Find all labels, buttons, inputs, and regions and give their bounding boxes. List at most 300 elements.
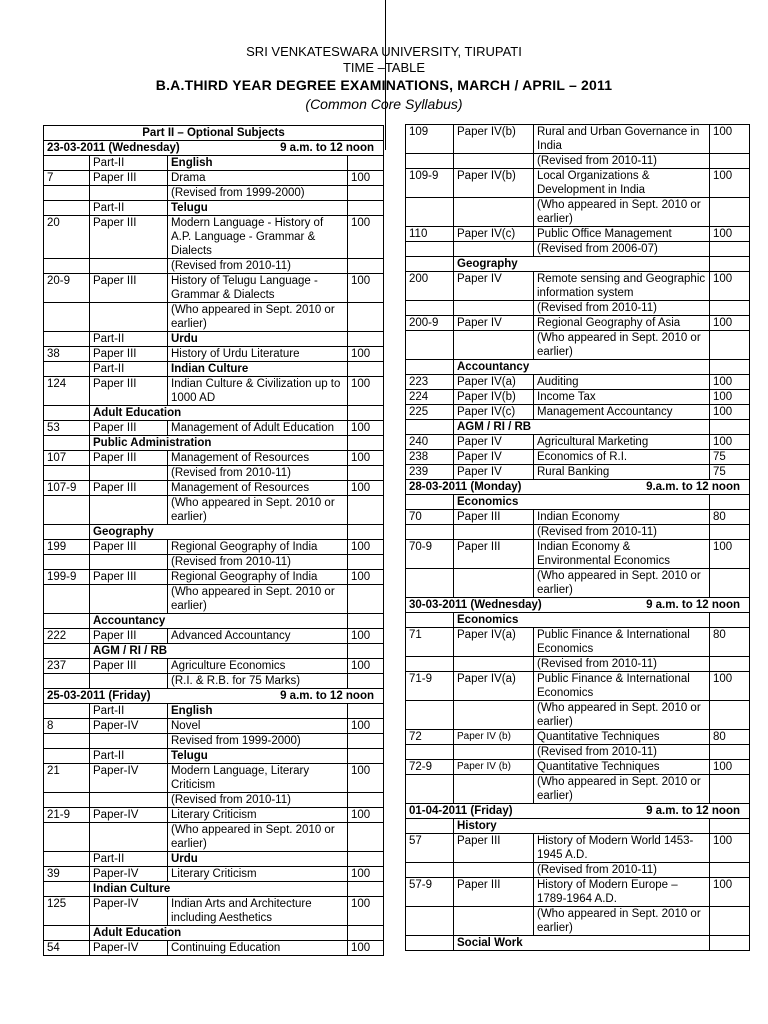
max-marks: 100 bbox=[348, 347, 384, 362]
marks-cell bbox=[348, 436, 384, 451]
paper-code: 20-9 bbox=[44, 274, 90, 303]
max-marks bbox=[348, 303, 384, 332]
subject-group-row bbox=[44, 644, 384, 659]
subject-title: Telugu bbox=[168, 201, 348, 216]
max-marks bbox=[348, 793, 384, 808]
paper-code bbox=[44, 585, 90, 614]
table-row bbox=[406, 760, 750, 775]
paper-code: 107 bbox=[44, 451, 90, 466]
table-row bbox=[406, 198, 750, 227]
paper-code: 39 bbox=[44, 867, 90, 882]
paper-code: 20 bbox=[44, 216, 90, 259]
max-marks bbox=[348, 734, 384, 749]
subject-title: History of Telugu Language - Grammar & Dialects bbox=[168, 274, 348, 303]
subject-title: Economics of R.I. bbox=[534, 450, 710, 465]
section-heading: Part II – Optional Subjects bbox=[44, 126, 384, 141]
marks-cell bbox=[710, 420, 750, 435]
subject-title: Literary Criticism bbox=[168, 808, 348, 823]
subject-title: Management of Adult Education bbox=[168, 421, 348, 436]
paper-number bbox=[454, 242, 534, 257]
table-row bbox=[44, 867, 384, 882]
table-row bbox=[406, 390, 750, 405]
paper-code bbox=[44, 555, 90, 570]
max-marks: 100 bbox=[348, 719, 384, 734]
paper-code bbox=[44, 823, 90, 852]
table-row bbox=[406, 272, 750, 301]
max-marks: 100 bbox=[348, 377, 384, 406]
subject-title: Income Tax bbox=[534, 390, 710, 405]
subject-title: (Who appeared in Sept. 2010 or earlier) bbox=[534, 775, 710, 804]
subject-title: (Who appeared in Sept. 2010 or earlier) bbox=[534, 198, 710, 227]
max-marks bbox=[348, 156, 384, 171]
paper-code bbox=[44, 303, 90, 332]
code-cell bbox=[406, 495, 454, 510]
subject-title: Urdu bbox=[168, 332, 348, 347]
paper-code bbox=[44, 734, 90, 749]
table-row bbox=[406, 435, 750, 450]
code-cell bbox=[44, 926, 90, 941]
date-row bbox=[44, 141, 384, 156]
table-row bbox=[44, 362, 384, 377]
paper-number: Paper IV(b) bbox=[454, 390, 534, 405]
paper-number: Paper III bbox=[454, 834, 534, 863]
subject-title: (Who appeared in Sept. 2010 or earlier) bbox=[534, 331, 710, 360]
max-marks: 80 bbox=[710, 510, 750, 525]
subject-title: (Who appeared in Sept. 2010 or earlier) bbox=[534, 907, 710, 936]
exam-date: 01-04-2011 (Friday) bbox=[409, 805, 513, 817]
subject-group-row bbox=[44, 436, 384, 451]
paper-code bbox=[44, 186, 90, 201]
paper-code bbox=[406, 745, 454, 760]
paper-number: Paper-IV bbox=[90, 941, 168, 956]
table-row bbox=[406, 450, 750, 465]
paper-number: Paper IV (b) bbox=[454, 760, 534, 775]
exam-date-cell bbox=[406, 480, 750, 495]
max-marks: 100 bbox=[710, 169, 750, 198]
paper-number: Part-II bbox=[90, 332, 168, 347]
paper-number bbox=[90, 496, 168, 525]
subject-title: History of Modern World 1453-1945 A.D. bbox=[534, 834, 710, 863]
paper-code bbox=[406, 301, 454, 316]
paper-code: 38 bbox=[44, 347, 90, 362]
subject-title: Auditing bbox=[534, 375, 710, 390]
subject-title: (Who appeared in Sept. 2010 or earlier) bbox=[534, 701, 710, 730]
table-row bbox=[44, 764, 384, 793]
marks-cell bbox=[348, 614, 384, 629]
subject-title: Management of Resources bbox=[168, 481, 348, 496]
subject-title: (Revised from 2010-11) bbox=[168, 793, 348, 808]
exam-date-cell bbox=[44, 689, 384, 704]
subject-title: (Revised from 2010-11) bbox=[534, 301, 710, 316]
max-marks: 100 bbox=[348, 659, 384, 674]
paper-code: 70-9 bbox=[406, 540, 454, 569]
paper-number: Paper IV (b) bbox=[454, 730, 534, 745]
max-marks: 100 bbox=[348, 764, 384, 793]
paper-number: Paper III bbox=[90, 171, 168, 186]
paper-number: Paper III bbox=[454, 878, 534, 907]
subject-title: Public Finance & International Economics bbox=[534, 628, 710, 657]
section-heading-row bbox=[44, 126, 384, 141]
paper-number: Paper IV bbox=[454, 450, 534, 465]
table-row bbox=[44, 186, 384, 201]
exam-time: 9.a.m. to 12 noon bbox=[646, 481, 740, 493]
exam-date: 28-03-2011 (Monday) bbox=[409, 481, 522, 493]
paper-code bbox=[44, 466, 90, 481]
max-marks bbox=[710, 301, 750, 316]
code-cell bbox=[44, 614, 90, 629]
table-row bbox=[44, 823, 384, 852]
right-timetable bbox=[405, 124, 750, 951]
table-row bbox=[406, 730, 750, 745]
max-marks bbox=[348, 496, 384, 525]
subject-title: (R.I. & R.B. for 75 Marks) bbox=[168, 674, 348, 689]
paper-code bbox=[406, 863, 454, 878]
subject-title: Agriculture Economics bbox=[168, 659, 348, 674]
paper-code bbox=[406, 331, 454, 360]
table-row bbox=[44, 659, 384, 674]
paper-number bbox=[90, 186, 168, 201]
paper-code: 54 bbox=[44, 941, 90, 956]
subject-group-row bbox=[406, 360, 750, 375]
subject-group: Public Administration bbox=[90, 436, 348, 451]
paper-code bbox=[44, 793, 90, 808]
paper-code: 125 bbox=[44, 897, 90, 926]
table-row bbox=[406, 878, 750, 907]
paper-number: Paper IV(a) bbox=[454, 375, 534, 390]
max-marks: 100 bbox=[348, 629, 384, 644]
max-marks bbox=[348, 466, 384, 481]
subject-group: History bbox=[454, 819, 710, 834]
table-row bbox=[44, 674, 384, 689]
max-marks bbox=[348, 259, 384, 274]
max-marks: 100 bbox=[710, 760, 750, 775]
subject-title: (Revised from 2006-07) bbox=[534, 242, 710, 257]
max-marks: 100 bbox=[710, 834, 750, 863]
max-marks: 100 bbox=[348, 808, 384, 823]
paper-number bbox=[90, 303, 168, 332]
code-cell bbox=[406, 420, 454, 435]
paper-number: Paper IV(c) bbox=[454, 405, 534, 420]
paper-number: Paper III bbox=[90, 659, 168, 674]
max-marks bbox=[710, 657, 750, 672]
paper-number bbox=[90, 466, 168, 481]
subject-title: (Who appeared in Sept. 2010 or earlier) bbox=[168, 303, 348, 332]
exam-date-cell bbox=[406, 598, 750, 613]
paper-number: Paper IV(b) bbox=[454, 125, 534, 154]
subject-title: Local Organizations & Development in India bbox=[534, 169, 710, 198]
subject-title: Quantitative Techniques bbox=[534, 760, 710, 775]
paper-code: 57 bbox=[406, 834, 454, 863]
paper-number bbox=[454, 775, 534, 804]
table-row bbox=[406, 907, 750, 936]
paper-code bbox=[406, 525, 454, 540]
table-row bbox=[44, 585, 384, 614]
paper-number bbox=[90, 734, 168, 749]
subject-group-row bbox=[406, 495, 750, 510]
max-marks bbox=[348, 823, 384, 852]
table-row bbox=[406, 405, 750, 420]
table-row bbox=[44, 481, 384, 496]
paper-number: Paper-IV bbox=[90, 764, 168, 793]
paper-number: Paper IV(a) bbox=[454, 628, 534, 657]
max-marks bbox=[710, 198, 750, 227]
max-marks bbox=[710, 569, 750, 598]
max-marks: 100 bbox=[348, 867, 384, 882]
paper-code bbox=[44, 749, 90, 764]
subject-group-row bbox=[406, 819, 750, 834]
subject-title: Urdu bbox=[168, 852, 348, 867]
subject-group-row bbox=[44, 882, 384, 897]
marks-cell bbox=[710, 819, 750, 834]
paper-code: 224 bbox=[406, 390, 454, 405]
syllabus-note: (Common Core Syllabus) bbox=[305, 96, 463, 112]
subject-title: Management of Resources bbox=[168, 451, 348, 466]
max-marks: 100 bbox=[348, 941, 384, 956]
max-marks: 75 bbox=[710, 450, 750, 465]
subject-group-row bbox=[44, 926, 384, 941]
paper-code: 200 bbox=[406, 272, 454, 301]
subject-title: Regional Geography of India bbox=[168, 540, 348, 555]
max-marks: 100 bbox=[710, 390, 750, 405]
max-marks bbox=[348, 362, 384, 377]
paper-code bbox=[406, 701, 454, 730]
subject-group: Geography bbox=[90, 525, 348, 540]
paper-code: 238 bbox=[406, 450, 454, 465]
left-timetable bbox=[43, 125, 384, 956]
paper-code bbox=[44, 496, 90, 525]
subject-title: (Revised from 2010-11) bbox=[534, 745, 710, 760]
date-row bbox=[44, 689, 384, 704]
paper-code: 110 bbox=[406, 227, 454, 242]
subject-title: (Revised from 1999-2000) bbox=[168, 186, 348, 201]
marks-cell bbox=[710, 613, 750, 628]
subject-title: Indian Economy bbox=[534, 510, 710, 525]
subject-title: (Who appeared in Sept. 2010 or earlier) bbox=[534, 569, 710, 598]
table-row bbox=[406, 569, 750, 598]
subject-group-row bbox=[406, 936, 750, 951]
max-marks: 100 bbox=[348, 570, 384, 585]
max-marks: 100 bbox=[710, 316, 750, 331]
subject-title: History of Urdu Literature bbox=[168, 347, 348, 362]
table-row bbox=[406, 331, 750, 360]
max-marks bbox=[348, 749, 384, 764]
paper-number: Paper III bbox=[90, 629, 168, 644]
max-marks bbox=[710, 331, 750, 360]
subject-group: AGM / RI / RB bbox=[454, 420, 710, 435]
max-marks bbox=[710, 701, 750, 730]
subject-title: Advanced Accountancy bbox=[168, 629, 348, 644]
university-name: SRI VENKATESWARA UNIVERSITY, TIRUPATI bbox=[246, 44, 522, 59]
table-row bbox=[406, 227, 750, 242]
max-marks: 100 bbox=[348, 171, 384, 186]
paper-number: Paper III bbox=[90, 451, 168, 466]
exam-date: 25-03-2011 (Friday) bbox=[47, 690, 151, 702]
table-row bbox=[406, 154, 750, 169]
subject-group: Social Work bbox=[454, 936, 710, 951]
max-marks: 100 bbox=[710, 878, 750, 907]
paper-code bbox=[44, 156, 90, 171]
subject-title: Modern Language, Literary Criticism bbox=[168, 764, 348, 793]
subject-title: Telugu bbox=[168, 749, 348, 764]
subject-title: Rural Banking bbox=[534, 465, 710, 480]
max-marks: 100 bbox=[348, 451, 384, 466]
subject-title: Novel bbox=[168, 719, 348, 734]
subject-title: Regional Geography of Asia bbox=[534, 316, 710, 331]
subject-title: (Who appeared in Sept. 2010 or earlier) bbox=[168, 585, 348, 614]
subject-title: (Who appeared in Sept. 2010 or earlier) bbox=[168, 823, 348, 852]
paper-code: 239 bbox=[406, 465, 454, 480]
marks-cell bbox=[348, 644, 384, 659]
max-marks: 80 bbox=[710, 628, 750, 657]
max-marks: 100 bbox=[710, 272, 750, 301]
document-subtitle: TIME –TABLE bbox=[342, 60, 426, 75]
vertical-rule bbox=[385, 0, 386, 150]
date-row bbox=[406, 598, 750, 613]
max-marks: 100 bbox=[710, 405, 750, 420]
paper-code: 199 bbox=[44, 540, 90, 555]
subject-title: Management Accountancy bbox=[534, 405, 710, 420]
subject-title: (Revised from 2010-11) bbox=[168, 466, 348, 481]
paper-code: 200-9 bbox=[406, 316, 454, 331]
max-marks: 100 bbox=[710, 435, 750, 450]
table-row bbox=[44, 555, 384, 570]
subject-title: History of Modern Europe – 1789-1964 A.D. bbox=[534, 878, 710, 907]
max-marks bbox=[710, 525, 750, 540]
paper-code: 240 bbox=[406, 435, 454, 450]
table-row bbox=[406, 863, 750, 878]
paper-code: 237 bbox=[44, 659, 90, 674]
max-marks bbox=[348, 704, 384, 719]
table-row bbox=[44, 451, 384, 466]
paper-number bbox=[90, 674, 168, 689]
exam-date-cell bbox=[406, 804, 750, 819]
document-title: B.A.THIRD YEAR DEGREE EXAMINATIONS, MARCH / APRIL – 2011 bbox=[155, 77, 613, 93]
max-marks: 100 bbox=[710, 375, 750, 390]
paper-number bbox=[90, 823, 168, 852]
paper-code bbox=[44, 259, 90, 274]
code-cell bbox=[44, 644, 90, 659]
max-marks bbox=[710, 907, 750, 936]
table-row bbox=[406, 510, 750, 525]
paper-code: 109-9 bbox=[406, 169, 454, 198]
max-marks: 100 bbox=[348, 481, 384, 496]
max-marks bbox=[348, 555, 384, 570]
table-row bbox=[44, 201, 384, 216]
table-row bbox=[44, 540, 384, 555]
paper-number: Paper IV bbox=[454, 316, 534, 331]
paper-number: Paper-IV bbox=[90, 897, 168, 926]
paper-code bbox=[406, 775, 454, 804]
subject-group-row bbox=[44, 525, 384, 540]
exam-time: 9 a.m. to 12 noon bbox=[646, 805, 740, 817]
paper-number: Paper III bbox=[90, 540, 168, 555]
paper-code: 72-9 bbox=[406, 760, 454, 775]
table-row bbox=[406, 301, 750, 316]
paper-number: Part-II bbox=[90, 201, 168, 216]
paper-number: Paper III bbox=[454, 510, 534, 525]
subject-group-row bbox=[406, 613, 750, 628]
paper-number bbox=[454, 569, 534, 598]
table-row bbox=[44, 808, 384, 823]
paper-number bbox=[454, 525, 534, 540]
paper-code bbox=[44, 332, 90, 347]
code-cell bbox=[44, 525, 90, 540]
paper-number bbox=[454, 701, 534, 730]
max-marks: 100 bbox=[710, 672, 750, 701]
table-row bbox=[44, 421, 384, 436]
subject-group-row bbox=[44, 406, 384, 421]
paper-code: 107-9 bbox=[44, 481, 90, 496]
table-row bbox=[44, 941, 384, 956]
subject-title: Remote sensing and Geographic information system bbox=[534, 272, 710, 301]
max-marks bbox=[348, 201, 384, 216]
max-marks: 100 bbox=[710, 540, 750, 569]
subject-title: Drama bbox=[168, 171, 348, 186]
table-row bbox=[44, 259, 384, 274]
exam-date: 23-03-2011 (Wednesday) bbox=[47, 142, 180, 154]
subject-title: Public Finance & International Economics bbox=[534, 672, 710, 701]
paper-number bbox=[90, 793, 168, 808]
subject-title: (Who appeared in Sept. 2010 or earlier) bbox=[168, 496, 348, 525]
subject-group-row bbox=[406, 420, 750, 435]
paper-number: Paper IV(a) bbox=[454, 672, 534, 701]
paper-number bbox=[454, 657, 534, 672]
paper-code: 71-9 bbox=[406, 672, 454, 701]
max-marks bbox=[348, 674, 384, 689]
paper-number: Paper III bbox=[90, 421, 168, 436]
table-row bbox=[44, 704, 384, 719]
subject-title: Rural and Urban Governance in India bbox=[534, 125, 710, 154]
table-row bbox=[406, 701, 750, 730]
paper-code: 72 bbox=[406, 730, 454, 745]
max-marks: 100 bbox=[710, 125, 750, 154]
marks-cell bbox=[710, 495, 750, 510]
subject-group-row bbox=[44, 614, 384, 629]
paper-code: 223 bbox=[406, 375, 454, 390]
max-marks: 100 bbox=[348, 421, 384, 436]
marks-cell bbox=[348, 882, 384, 897]
paper-number bbox=[454, 907, 534, 936]
table-row bbox=[44, 496, 384, 525]
table-row bbox=[44, 377, 384, 406]
table-row bbox=[44, 897, 384, 926]
paper-code bbox=[406, 657, 454, 672]
table-row bbox=[406, 672, 750, 701]
code-cell bbox=[406, 613, 454, 628]
subject-title: (Revised from 2010-11) bbox=[168, 555, 348, 570]
code-cell bbox=[406, 257, 454, 272]
paper-number bbox=[90, 259, 168, 274]
table-row bbox=[44, 274, 384, 303]
table-row bbox=[406, 125, 750, 154]
paper-number: Paper III bbox=[90, 377, 168, 406]
paper-number bbox=[454, 154, 534, 169]
table-row bbox=[406, 834, 750, 863]
paper-code bbox=[44, 362, 90, 377]
table-row bbox=[406, 375, 750, 390]
exam-date: 30-03-2011 (Wednesday) bbox=[409, 599, 542, 611]
table-row bbox=[44, 171, 384, 186]
paper-code: 21-9 bbox=[44, 808, 90, 823]
marks-cell bbox=[710, 257, 750, 272]
subject-title: Agricultural Marketing bbox=[534, 435, 710, 450]
code-cell bbox=[406, 819, 454, 834]
paper-number: Part-II bbox=[90, 704, 168, 719]
subject-title: Indian Arts and Architecture including Aesthetics bbox=[168, 897, 348, 926]
max-marks bbox=[710, 775, 750, 804]
subject-title: Indian Culture & Civilization up to 1000 AD bbox=[168, 377, 348, 406]
paper-number bbox=[454, 301, 534, 316]
